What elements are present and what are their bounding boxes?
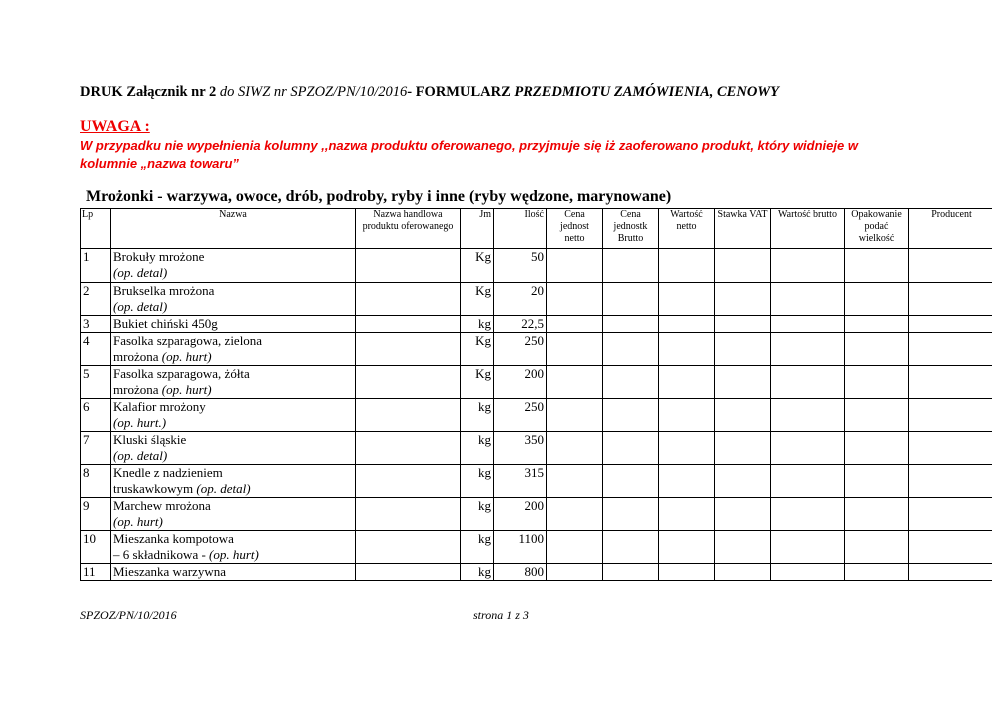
- cell-opakowanie[interactable]: [845, 465, 909, 498]
- item-name: Kluski śląskie: [113, 432, 187, 447]
- cell-stawka-vat[interactable]: [715, 399, 771, 432]
- cell-producent[interactable]: [909, 249, 992, 283]
- header-opakowanie: Opakowanie podać wielkość: [845, 209, 909, 249]
- cell-wartosc-brutto[interactable]: [771, 498, 845, 531]
- cell-producent[interactable]: [909, 366, 992, 399]
- item-name: Brukselka mrożona: [113, 283, 215, 298]
- header-producent: Producent: [909, 209, 992, 249]
- cell-cena-netto[interactable]: [547, 498, 603, 531]
- cell-cena-brutto[interactable]: [603, 564, 659, 581]
- cell-nazwa-handlowa[interactable]: [356, 249, 461, 283]
- item-note: (op. detal): [196, 481, 251, 496]
- cell-stawka-vat[interactable]: [715, 249, 771, 283]
- item-name: Fasolka szparagowa, zielona: [113, 333, 263, 348]
- cell-wartosc-netto[interactable]: [659, 316, 715, 333]
- cell-jm: kg: [461, 316, 494, 333]
- cell-nazwa-handlowa[interactable]: [356, 283, 461, 316]
- cell-wartosc-netto[interactable]: [659, 564, 715, 581]
- cell-name: [111, 432, 356, 465]
- cell-ilosc: 200: [494, 498, 547, 531]
- cell-stawka-vat[interactable]: [715, 465, 771, 498]
- table-row: [81, 564, 992, 581]
- item-note: (op. detal): [113, 299, 168, 314]
- cell-jm: Kg: [461, 283, 494, 316]
- section-title: Mrożonki - warzywa, owoce, drób, podroby, ryby i inne (ryby wędzone, marynowane): [86, 188, 672, 205]
- cell-stawka-vat[interactable]: [715, 531, 771, 564]
- cell-nazwa-handlowa[interactable]: [356, 399, 461, 432]
- cell-wartosc-brutto[interactable]: [771, 249, 845, 283]
- cell-opakowanie[interactable]: [845, 283, 909, 316]
- cell-cena-netto[interactable]: [547, 531, 603, 564]
- cell-jm: Kg: [461, 249, 494, 283]
- cell-ilosc: 1100: [494, 531, 547, 564]
- item-name-cont: mrożona: [113, 382, 162, 397]
- cell-jm: kg: [461, 498, 494, 531]
- cell-cena-netto[interactable]: [547, 399, 603, 432]
- warning-title: UWAGA :: [80, 118, 150, 135]
- cell-nazwa-handlowa[interactable]: [356, 366, 461, 399]
- cell-wartosc-netto[interactable]: [659, 498, 715, 531]
- item-name: Fasolka szparagowa, żółta: [113, 366, 250, 381]
- cell-cena-brutto[interactable]: [603, 333, 659, 366]
- items-table: [80, 208, 992, 581]
- header-druk: DRUK Załącznik nr 2: [80, 84, 220, 100]
- cell-opakowanie[interactable]: [845, 498, 909, 531]
- cell-lp: 4: [81, 333, 111, 366]
- cell-opakowanie[interactable]: [845, 333, 909, 366]
- cell-cena-netto[interactable]: [547, 366, 603, 399]
- header-jm: Jm: [461, 209, 494, 249]
- item-name: Bukiet chiński 450g: [113, 316, 218, 331]
- cell-name: [111, 333, 356, 366]
- header-nazwa: Nazwa: [111, 209, 356, 249]
- item-name: Mieszanka warzywna: [113, 564, 226, 579]
- cell-nazwa-handlowa[interactable]: [356, 316, 461, 333]
- cell-cena-brutto[interactable]: [603, 399, 659, 432]
- cell-nazwa-handlowa[interactable]: [356, 564, 461, 581]
- item-name: Knedle z nadzieniem: [113, 465, 223, 480]
- cell-cena-netto[interactable]: [547, 316, 603, 333]
- table-row: [81, 432, 992, 465]
- cell-name: [111, 249, 356, 283]
- cell-producent[interactable]: [909, 432, 992, 465]
- cell-name: [111, 564, 356, 581]
- cell-ilosc: 250: [494, 333, 547, 366]
- cell-name: [111, 531, 356, 564]
- cell-ilosc: 800: [494, 564, 547, 581]
- cell-cena-netto[interactable]: [547, 249, 603, 283]
- header-formularz: - FORMULARZ: [407, 84, 515, 100]
- cell-nazwa-handlowa[interactable]: [356, 432, 461, 465]
- cell-cena-brutto[interactable]: [603, 316, 659, 333]
- header-lp: Lp: [81, 209, 111, 249]
- cell-wartosc-brutto[interactable]: [771, 432, 845, 465]
- cell-producent[interactable]: [909, 531, 992, 564]
- cell-cena-netto[interactable]: [547, 333, 603, 366]
- item-note: (op. hurt): [161, 382, 212, 397]
- cell-cena-brutto[interactable]: [603, 366, 659, 399]
- cell-producent[interactable]: [909, 283, 992, 316]
- cell-jm: kg: [461, 465, 494, 498]
- table-row: [81, 399, 992, 432]
- cell-wartosc-netto[interactable]: [659, 465, 715, 498]
- cell-ilosc: 200: [494, 366, 547, 399]
- item-name-cont: truskawkowym: [113, 481, 197, 496]
- cell-wartosc-brutto[interactable]: [771, 465, 845, 498]
- cell-lp: 5: [81, 366, 111, 399]
- cell-producent[interactable]: [909, 333, 992, 366]
- cell-ilosc: 250: [494, 399, 547, 432]
- cell-lp: 8: [81, 465, 111, 498]
- cell-wartosc-brutto[interactable]: [771, 564, 845, 581]
- cell-lp: 10: [81, 531, 111, 564]
- cell-jm: Kg: [461, 366, 494, 399]
- header-ilosc: Ilość: [494, 209, 547, 249]
- cell-jm: kg: [461, 531, 494, 564]
- header-cena-brutto: Cena jednostk Brutto: [603, 209, 659, 249]
- cell-cena-netto[interactable]: [547, 465, 603, 498]
- cell-opakowanie[interactable]: [845, 249, 909, 283]
- cell-name: [111, 465, 356, 498]
- header-stawka-vat: Stawka VAT: [715, 209, 771, 249]
- cell-name: [111, 316, 356, 333]
- cell-jm: kg: [461, 432, 494, 465]
- cell-name: [111, 366, 356, 399]
- cell-wartosc-brutto[interactable]: [771, 316, 845, 333]
- cell-lp: 6: [81, 399, 111, 432]
- cell-stawka-vat[interactable]: [715, 498, 771, 531]
- cell-producent[interactable]: [909, 399, 992, 432]
- cell-stawka-vat[interactable]: [715, 316, 771, 333]
- cell-lp: 7: [81, 432, 111, 465]
- item-note: (op. detal): [113, 265, 168, 280]
- cell-opakowanie[interactable]: [845, 399, 909, 432]
- cell-ilosc: 20: [494, 283, 547, 316]
- page-number: strona 1 z 3: [473, 608, 529, 622]
- item-name: Mieszanka kompotowa: [113, 531, 234, 546]
- table-row: [81, 531, 992, 564]
- table-row: [81, 249, 992, 283]
- cell-lp: 2: [81, 283, 111, 316]
- cell-lp: 1: [81, 249, 111, 283]
- cell-wartosc-brutto[interactable]: [771, 333, 845, 366]
- table-row: [81, 366, 992, 399]
- cell-cena-brutto[interactable]: [603, 531, 659, 564]
- cell-cena-brutto[interactable]: [603, 432, 659, 465]
- cell-stawka-vat[interactable]: [715, 432, 771, 465]
- cell-lp: 9: [81, 498, 111, 531]
- item-note: (op. hurt.): [113, 415, 167, 430]
- cell-name: [111, 498, 356, 531]
- cell-cena-brutto[interactable]: [603, 249, 659, 283]
- item-note: (op. detal): [113, 448, 168, 463]
- cell-ilosc: 315: [494, 465, 547, 498]
- cell-nazwa-handlowa[interactable]: [356, 465, 461, 498]
- cell-cena-brutto[interactable]: [603, 498, 659, 531]
- table-row: [81, 283, 992, 316]
- item-note: (op. hurt): [161, 349, 212, 364]
- cell-cena-netto[interactable]: [547, 432, 603, 465]
- table-row: [81, 333, 992, 366]
- cell-ilosc: 50: [494, 249, 547, 283]
- cell-lp: 3: [81, 316, 111, 333]
- item-name-cont: – 6 składnikowa -: [113, 547, 210, 562]
- cell-stawka-vat[interactable]: [715, 333, 771, 366]
- cell-nazwa-handlowa[interactable]: [356, 498, 461, 531]
- footer-reference: SPZOZ/PN/10/2016: [80, 608, 177, 622]
- cell-wartosc-brutto[interactable]: [771, 283, 845, 316]
- cell-stawka-vat[interactable]: [715, 564, 771, 581]
- cell-wartosc-netto[interactable]: [659, 399, 715, 432]
- cell-cena-netto[interactable]: [547, 283, 603, 316]
- cell-wartosc-brutto[interactable]: [771, 399, 845, 432]
- item-name: Marchew mrożona: [113, 498, 211, 513]
- header-wartosc-brutto: Wartość brutto: [771, 209, 845, 249]
- cell-producent[interactable]: [909, 316, 992, 333]
- cell-wartosc-netto[interactable]: [659, 283, 715, 316]
- cell-wartosc-netto[interactable]: [659, 249, 715, 283]
- warning-text: W przypadku nie wypełnienia kolumny ,,nazwa produktu oferowanego, przyjmuje się iż zaoferowano produkt, który widnieje w kolumnie „nazwa towaru”: [80, 138, 858, 171]
- cell-wartosc-brutto[interactable]: [771, 366, 845, 399]
- cell-nazwa-handlowa[interactable]: [356, 531, 461, 564]
- item-note: (op. hurt): [113, 514, 163, 529]
- cell-cena-brutto[interactable]: [603, 283, 659, 316]
- header-wartosc-netto: Wartość netto: [659, 209, 715, 249]
- table-header-row: [81, 209, 992, 249]
- cell-wartosc-netto[interactable]: [659, 366, 715, 399]
- cell-wartosc-netto[interactable]: [659, 333, 715, 366]
- cell-opakowanie[interactable]: [845, 531, 909, 564]
- cell-name: [111, 283, 356, 316]
- item-note: (op. hurt): [209, 547, 259, 562]
- cell-ilosc: 22,5: [494, 316, 547, 333]
- cell-wartosc-brutto[interactable]: [771, 531, 845, 564]
- item-name: Kalafior mrożony: [113, 399, 206, 414]
- header-siwz: do SIWZ nr SPZOZ/PN/10/2016: [219, 84, 408, 100]
- cell-wartosc-netto[interactable]: [659, 432, 715, 465]
- cell-producent[interactable]: [909, 564, 992, 581]
- cell-opakowanie[interactable]: [845, 564, 909, 581]
- cell-jm: kg: [461, 399, 494, 432]
- cell-cena-netto[interactable]: [547, 564, 603, 581]
- header-nazwa-handlowa: Nazwa handlowa produktu oferowanego: [356, 209, 461, 249]
- cell-opakowanie[interactable]: [845, 366, 909, 399]
- cell-jm: Kg: [461, 333, 494, 366]
- header-przedmiot: PRZEDMIOTU ZAMÓWIENIA, CENOWY: [514, 84, 780, 100]
- cell-producent[interactable]: [909, 465, 992, 498]
- cell-wartosc-netto[interactable]: [659, 531, 715, 564]
- table-row: [81, 316, 992, 333]
- cell-lp: 11: [81, 564, 111, 581]
- cell-cena-brutto[interactable]: [603, 465, 659, 498]
- cell-opakowanie[interactable]: [845, 316, 909, 333]
- cell-stawka-vat[interactable]: [715, 366, 771, 399]
- header-cena-netto: Cena jednost netto: [547, 209, 603, 249]
- document-header: [80, 84, 779, 101]
- cell-opakowanie[interactable]: [845, 432, 909, 465]
- cell-producent[interactable]: [909, 498, 992, 531]
- table-row: [81, 498, 992, 531]
- table-row: [81, 465, 992, 498]
- cell-jm: kg: [461, 564, 494, 581]
- cell-stawka-vat[interactable]: [715, 283, 771, 316]
- cell-nazwa-handlowa[interactable]: [356, 333, 461, 366]
- cell-ilosc: 350: [494, 432, 547, 465]
- item-name-cont: mrożona: [113, 349, 162, 364]
- item-name: Brokuły mrożone: [113, 249, 205, 264]
- cell-name: [111, 399, 356, 432]
